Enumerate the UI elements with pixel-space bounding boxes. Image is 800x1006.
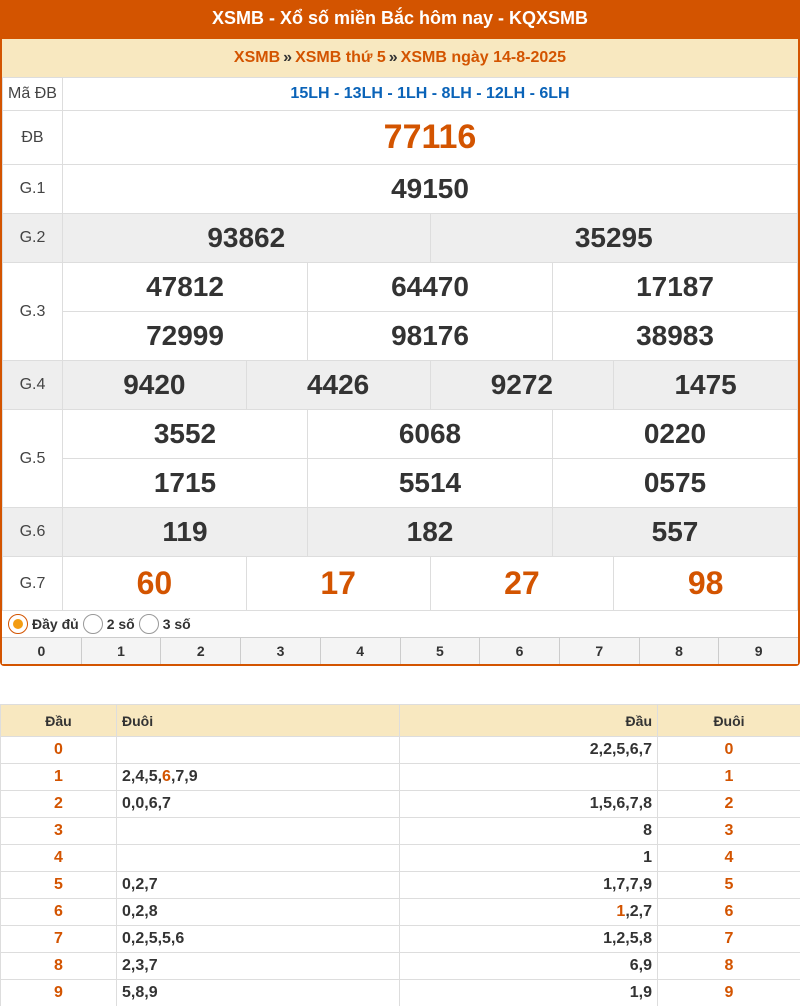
loto-dau-list: 8: [400, 818, 658, 845]
label-g6: G.6: [3, 508, 63, 557]
loto-duoi-list: [117, 764, 400, 791]
prize-g6: 182: [308, 508, 553, 557]
loto-dau-list: 2,2,5,6,7: [400, 737, 658, 764]
table-row: [1, 872, 800, 899]
option-2-digits[interactable]: [83, 614, 135, 634]
loto-duoi-list: 0,2,8: [117, 899, 400, 926]
prize-g3: 47812: [63, 263, 308, 312]
loto-duoi-list: 0,0,6,7: [117, 791, 400, 818]
loto-dau-list: 1: [400, 845, 658, 872]
prize-g4: 9272: [430, 361, 614, 410]
table-row: [1, 926, 800, 953]
breadcrumb-date[interactable]: XSMB ngày 14-8-2025: [400, 49, 567, 66]
option-3-digits-label: 3 số: [162, 616, 191, 632]
breadcrumb: [2, 39, 798, 77]
prize-g7: 98: [614, 557, 798, 611]
loto-dau: 3: [1, 818, 117, 845]
loto-part: ,7,9: [170, 768, 198, 785]
radio-3-digits[interactable]: [139, 614, 159, 634]
radio-full[interactable]: [8, 614, 28, 634]
prize-g5: 0575: [553, 459, 798, 508]
loto-dau: 1: [1, 764, 117, 791]
loto-dau-list: 1,7,7,9: [400, 872, 658, 899]
digit-filter-0[interactable]: 0: [2, 638, 82, 664]
option-3-digits[interactable]: [139, 614, 191, 634]
radio-2-digits[interactable]: [83, 614, 103, 634]
loto-duoi: 6: [658, 899, 800, 926]
prize-g3: 17187: [553, 263, 798, 312]
label-db: ĐB: [3, 111, 63, 165]
digit-filter-8[interactable]: 8: [640, 638, 720, 664]
ma-dac-biet: 15LH - 13LH - 1LH - 8LH - 12LH - 6LH: [63, 78, 798, 111]
prize-g5: 5514: [308, 459, 553, 508]
prize-g5: 0220: [553, 410, 798, 459]
digit-filter-3[interactable]: 3: [241, 638, 321, 664]
loto-dau-list: 1,2,5,8: [400, 926, 658, 953]
table-row: [1, 980, 800, 1006]
loto-duoi-list: [117, 818, 400, 845]
loto-header-duoi: Đuôi: [658, 705, 800, 737]
option-full[interactable]: [8, 614, 79, 634]
breadcrumb-sep: »: [388, 49, 398, 66]
breadcrumb-xsmb[interactable]: XSMB: [233, 49, 281, 66]
label-g4: G.4: [3, 361, 63, 410]
results-table: [2, 77, 798, 611]
breadcrumb-sep: »: [283, 49, 293, 66]
table-row: [1, 845, 800, 872]
table-row: [1, 899, 800, 926]
loto-duoi: 0: [658, 737, 800, 764]
loto-dau-list: 6,9: [400, 953, 658, 980]
loto-duoi-list: [117, 737, 400, 764]
table-row: [1, 764, 800, 791]
prize-g3: 72999: [63, 312, 308, 361]
prize-g4: 1475: [614, 361, 798, 410]
prize-g7: 27: [430, 557, 614, 611]
digit-filter-2[interactable]: 2: [161, 638, 241, 664]
loto-duoi: 2: [658, 791, 800, 818]
loto-duoi: 4: [658, 845, 800, 872]
loto-header-dau: Đầu: [1, 705, 117, 737]
loto-duoi-list: [117, 845, 400, 872]
loto-dau: 6: [1, 899, 117, 926]
breadcrumb-thu5[interactable]: XSMB thứ 5: [295, 49, 386, 66]
loto-duoi: 9: [658, 980, 800, 1006]
loto-table: [0, 704, 800, 1006]
digit-filter-6[interactable]: 6: [480, 638, 560, 664]
loto-header-duoi: Đuôi: [117, 705, 400, 737]
loto-dau: 5: [1, 872, 117, 899]
loto-duoi: 5: [658, 872, 800, 899]
table-row: [1, 818, 800, 845]
label-g7: G.7: [3, 557, 63, 611]
table-row: [1, 737, 800, 764]
loto-duoi: 7: [658, 926, 800, 953]
loto-header-dau: Đầu: [400, 705, 658, 737]
prize-g7: 60: [63, 557, 247, 611]
label-g3: G.3: [3, 263, 63, 361]
loto-duoi: 1: [658, 764, 800, 791]
prize-g4: 4426: [246, 361, 430, 410]
loto-dau: 0: [1, 737, 117, 764]
prize-g1: 49150: [63, 165, 798, 214]
label-g5: G.5: [3, 410, 63, 508]
prize-g5: 1715: [63, 459, 308, 508]
loto-dau-list: [400, 899, 658, 926]
prize-g3: 98176: [308, 312, 553, 361]
loto-highlight: 1: [616, 903, 626, 920]
digit-filter-9[interactable]: 9: [754, 643, 763, 659]
digit-filter-1[interactable]: 1: [82, 638, 162, 664]
loto-dau: 4: [1, 845, 117, 872]
loto-dau-list: 1,9: [400, 980, 658, 1006]
prize-g2: 35295: [430, 214, 798, 263]
prize-g3: 38983: [553, 312, 798, 361]
option-full-label: Đầy đủ: [32, 616, 79, 632]
loto-duoi-list: 5,8,9: [117, 980, 400, 1006]
table-row: [1, 791, 800, 818]
digit-filter-bar: [2, 637, 798, 664]
page-title: XSMB - Xổ số miền Bắc hôm nay - KQXSMB: [0, 0, 800, 39]
prize-g6: 557: [553, 508, 798, 557]
loto-duoi: 3: [658, 818, 800, 845]
prize-g6: 119: [63, 508, 308, 557]
loto-duoi-list: 0,2,7: [117, 872, 400, 899]
digit-filter-4[interactable]: 4: [321, 638, 401, 664]
loto-dau: 8: [1, 953, 117, 980]
loto-duoi-list: 2,3,7: [117, 953, 400, 980]
loto-dau: 7: [1, 926, 117, 953]
loto-part: 2,4,5,: [122, 768, 163, 785]
prize-db: 77116: [63, 111, 798, 165]
prize-g5: 3552: [63, 410, 308, 459]
loto-dau-list: 1,5,6,7,8: [400, 791, 658, 818]
label-g1: G.1: [3, 165, 63, 214]
label-madb: Mã ĐB: [3, 78, 63, 111]
loto-duoi: 8: [658, 953, 800, 980]
option-2-digits-label: 2 số: [106, 616, 135, 632]
display-options: [8, 614, 195, 634]
label-g2: G.2: [3, 214, 63, 263]
prize-g5: 6068: [308, 410, 553, 459]
loto-dau-list: [400, 764, 658, 791]
prize-g4: 9420: [63, 361, 247, 410]
prize-g3: 64470: [308, 263, 553, 312]
loto-duoi-list: 0,2,5,5,6: [117, 926, 400, 953]
loto-dau: 9: [1, 980, 117, 1006]
prize-g2: 93862: [63, 214, 431, 263]
digit-filter-5[interactable]: 5: [401, 638, 481, 664]
loto-part: ,2,7: [625, 903, 652, 920]
loto-dau: 2: [1, 791, 117, 818]
loto-highlight: 6: [162, 768, 171, 785]
table-row: [1, 953, 800, 980]
digit-filter-7[interactable]: 7: [560, 638, 640, 664]
prize-g7: 17: [246, 557, 430, 611]
